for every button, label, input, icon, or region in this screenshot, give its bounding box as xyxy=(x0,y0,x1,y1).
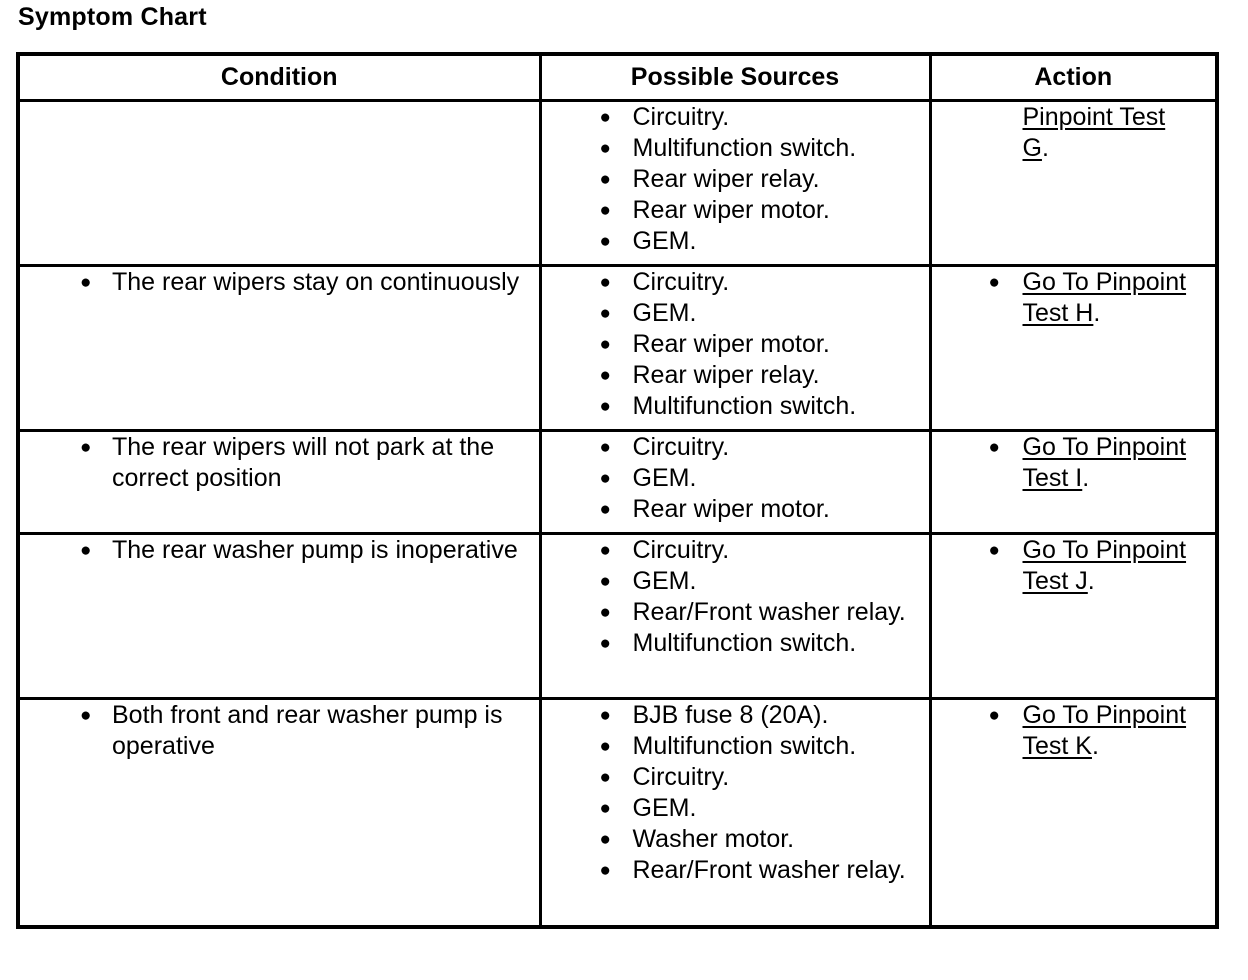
bullet-icon: ● xyxy=(599,334,611,355)
table-row xyxy=(18,431,1217,534)
sources-cell xyxy=(540,431,930,534)
list-item: ● Multifunction switch. xyxy=(599,629,857,657)
bullet-icon: ● xyxy=(599,200,611,221)
table-row xyxy=(18,534,1217,699)
sources-list xyxy=(542,432,929,525)
list-item: ● Rear wiper motor. xyxy=(599,495,830,523)
bullet-icon: ● xyxy=(599,829,611,850)
bullet-icon: ● xyxy=(599,437,611,458)
bullet-icon: ● xyxy=(599,571,611,592)
list-item: ● Rear/Front washer relay. xyxy=(599,856,906,884)
sources-cell xyxy=(540,699,930,928)
bullet-icon: ● xyxy=(599,499,611,520)
bullet-icon: ● xyxy=(599,767,611,788)
pinpoint-test-link[interactable]: Go To Pinpoint Test H xyxy=(1022,268,1187,327)
list-item: ● Go To Pinpoint Test K. xyxy=(988,701,1187,760)
sources-list xyxy=(542,267,929,422)
list-item: ● Rear wiper motor. xyxy=(599,330,830,358)
header-possible-sources: Possible Sources xyxy=(540,54,930,101)
list-item: ● Rear wiper relay. xyxy=(599,165,820,193)
pinpoint-test-link[interactable]: Pinpoint Test G xyxy=(1022,103,1166,162)
list-item xyxy=(20,432,539,494)
sources-list xyxy=(542,535,929,659)
action-cell xyxy=(930,266,1217,431)
bullet-icon: ● xyxy=(80,437,92,458)
action-cell: Pinpoint Test G. xyxy=(930,101,1217,266)
condition-text: The rear wipers will not park at the correct position xyxy=(112,433,495,492)
list-item: ● Rear wiper motor. xyxy=(599,196,830,224)
bullet-icon: ● xyxy=(599,540,611,561)
bullet-icon: ● xyxy=(599,633,611,654)
list-item: ● Circuitry. xyxy=(599,763,730,791)
action-cell xyxy=(930,431,1217,534)
bullet-icon: ● xyxy=(988,437,1000,458)
list-item: ● GEM. xyxy=(599,299,697,327)
pinpoint-test-link[interactable]: Go To Pinpoint Test I xyxy=(1022,433,1187,492)
bullet-icon: ● xyxy=(80,540,92,561)
condition-cell xyxy=(18,699,540,928)
condition-text: The rear washer pump is inoperative xyxy=(112,536,518,564)
table-row xyxy=(18,101,1217,266)
list-item xyxy=(20,700,539,762)
list-item: ● Multifunction switch. xyxy=(599,392,857,420)
symptom-table xyxy=(16,52,1219,929)
bullet-icon: ● xyxy=(599,736,611,757)
sources-cell xyxy=(540,101,930,266)
table-row xyxy=(18,699,1217,928)
action-cell xyxy=(930,534,1217,699)
bullet-icon: ● xyxy=(599,468,611,489)
list-item: ● GEM. xyxy=(599,794,697,822)
bullet-icon: ● xyxy=(988,272,1000,293)
bullet-icon: ● xyxy=(599,396,611,417)
list-item xyxy=(20,267,539,298)
condition-cell xyxy=(18,431,540,534)
sources-cell xyxy=(540,266,930,431)
bullet-icon: ● xyxy=(599,272,611,293)
bullet-icon: ● xyxy=(599,798,611,819)
bullet-icon: ● xyxy=(80,272,92,293)
list-item: ● Rear/Front washer relay. xyxy=(599,598,906,626)
pinpoint-test-link[interactable]: Go To Pinpoint Test J xyxy=(1022,536,1187,595)
header-action: Action xyxy=(930,54,1217,101)
list-item: ● Go To Pinpoint Test H. xyxy=(988,268,1187,327)
list-item: ● Multifunction switch. xyxy=(599,134,857,162)
sources-list xyxy=(542,102,929,257)
bullet-icon: ● xyxy=(599,169,611,190)
bullet-icon: ● xyxy=(599,303,611,324)
page-title: Symptom Chart xyxy=(18,3,207,31)
list-item: ● Rear wiper relay. xyxy=(599,361,820,389)
bullet-icon: ● xyxy=(599,138,611,159)
bullet-icon: ● xyxy=(599,107,611,128)
action-cell xyxy=(930,699,1217,928)
list-item: ● GEM. xyxy=(599,227,697,255)
pinpoint-test-link[interactable]: Go To Pinpoint Test K xyxy=(1022,701,1187,760)
condition-cell xyxy=(18,534,540,699)
list-item: ● GEM. xyxy=(599,464,697,492)
bullet-icon: ● xyxy=(988,705,1000,726)
condition-cell xyxy=(18,101,540,266)
condition-text: The rear wipers stay on continuously xyxy=(112,268,520,296)
bullet-icon: ● xyxy=(599,365,611,386)
list-item: ● Washer motor. xyxy=(599,825,795,853)
list-item: ● BJB fuse 8 (20A). xyxy=(599,701,829,729)
bullet-icon: ● xyxy=(599,860,611,881)
bullet-icon: ● xyxy=(599,705,611,726)
bullet-icon: ● xyxy=(599,602,611,623)
bullet-icon: ● xyxy=(80,705,92,726)
table-row xyxy=(18,266,1217,431)
condition-cell xyxy=(18,266,540,431)
condition-text: Both front and rear washer pump is operative xyxy=(112,701,503,760)
list-item: ● Circuitry. xyxy=(599,536,730,564)
bullet-icon: ● xyxy=(988,540,1000,561)
list-item: ● Circuitry. xyxy=(599,103,730,131)
header-row xyxy=(18,54,1217,101)
list-item xyxy=(20,535,539,566)
list-item: ● Circuitry. xyxy=(599,268,730,296)
list-item: ● GEM. xyxy=(599,567,697,595)
list-item: ● Go To Pinpoint Test J. xyxy=(988,536,1187,595)
bullet-icon: ● xyxy=(599,231,611,252)
sources-cell xyxy=(540,534,930,699)
header-condition: Condition xyxy=(18,54,540,101)
sources-list xyxy=(542,700,929,886)
list-item: ● Multifunction switch. xyxy=(599,732,857,760)
list-item: ● Circuitry. xyxy=(599,433,730,461)
list-item: ● Go To Pinpoint Test I. xyxy=(988,433,1187,492)
